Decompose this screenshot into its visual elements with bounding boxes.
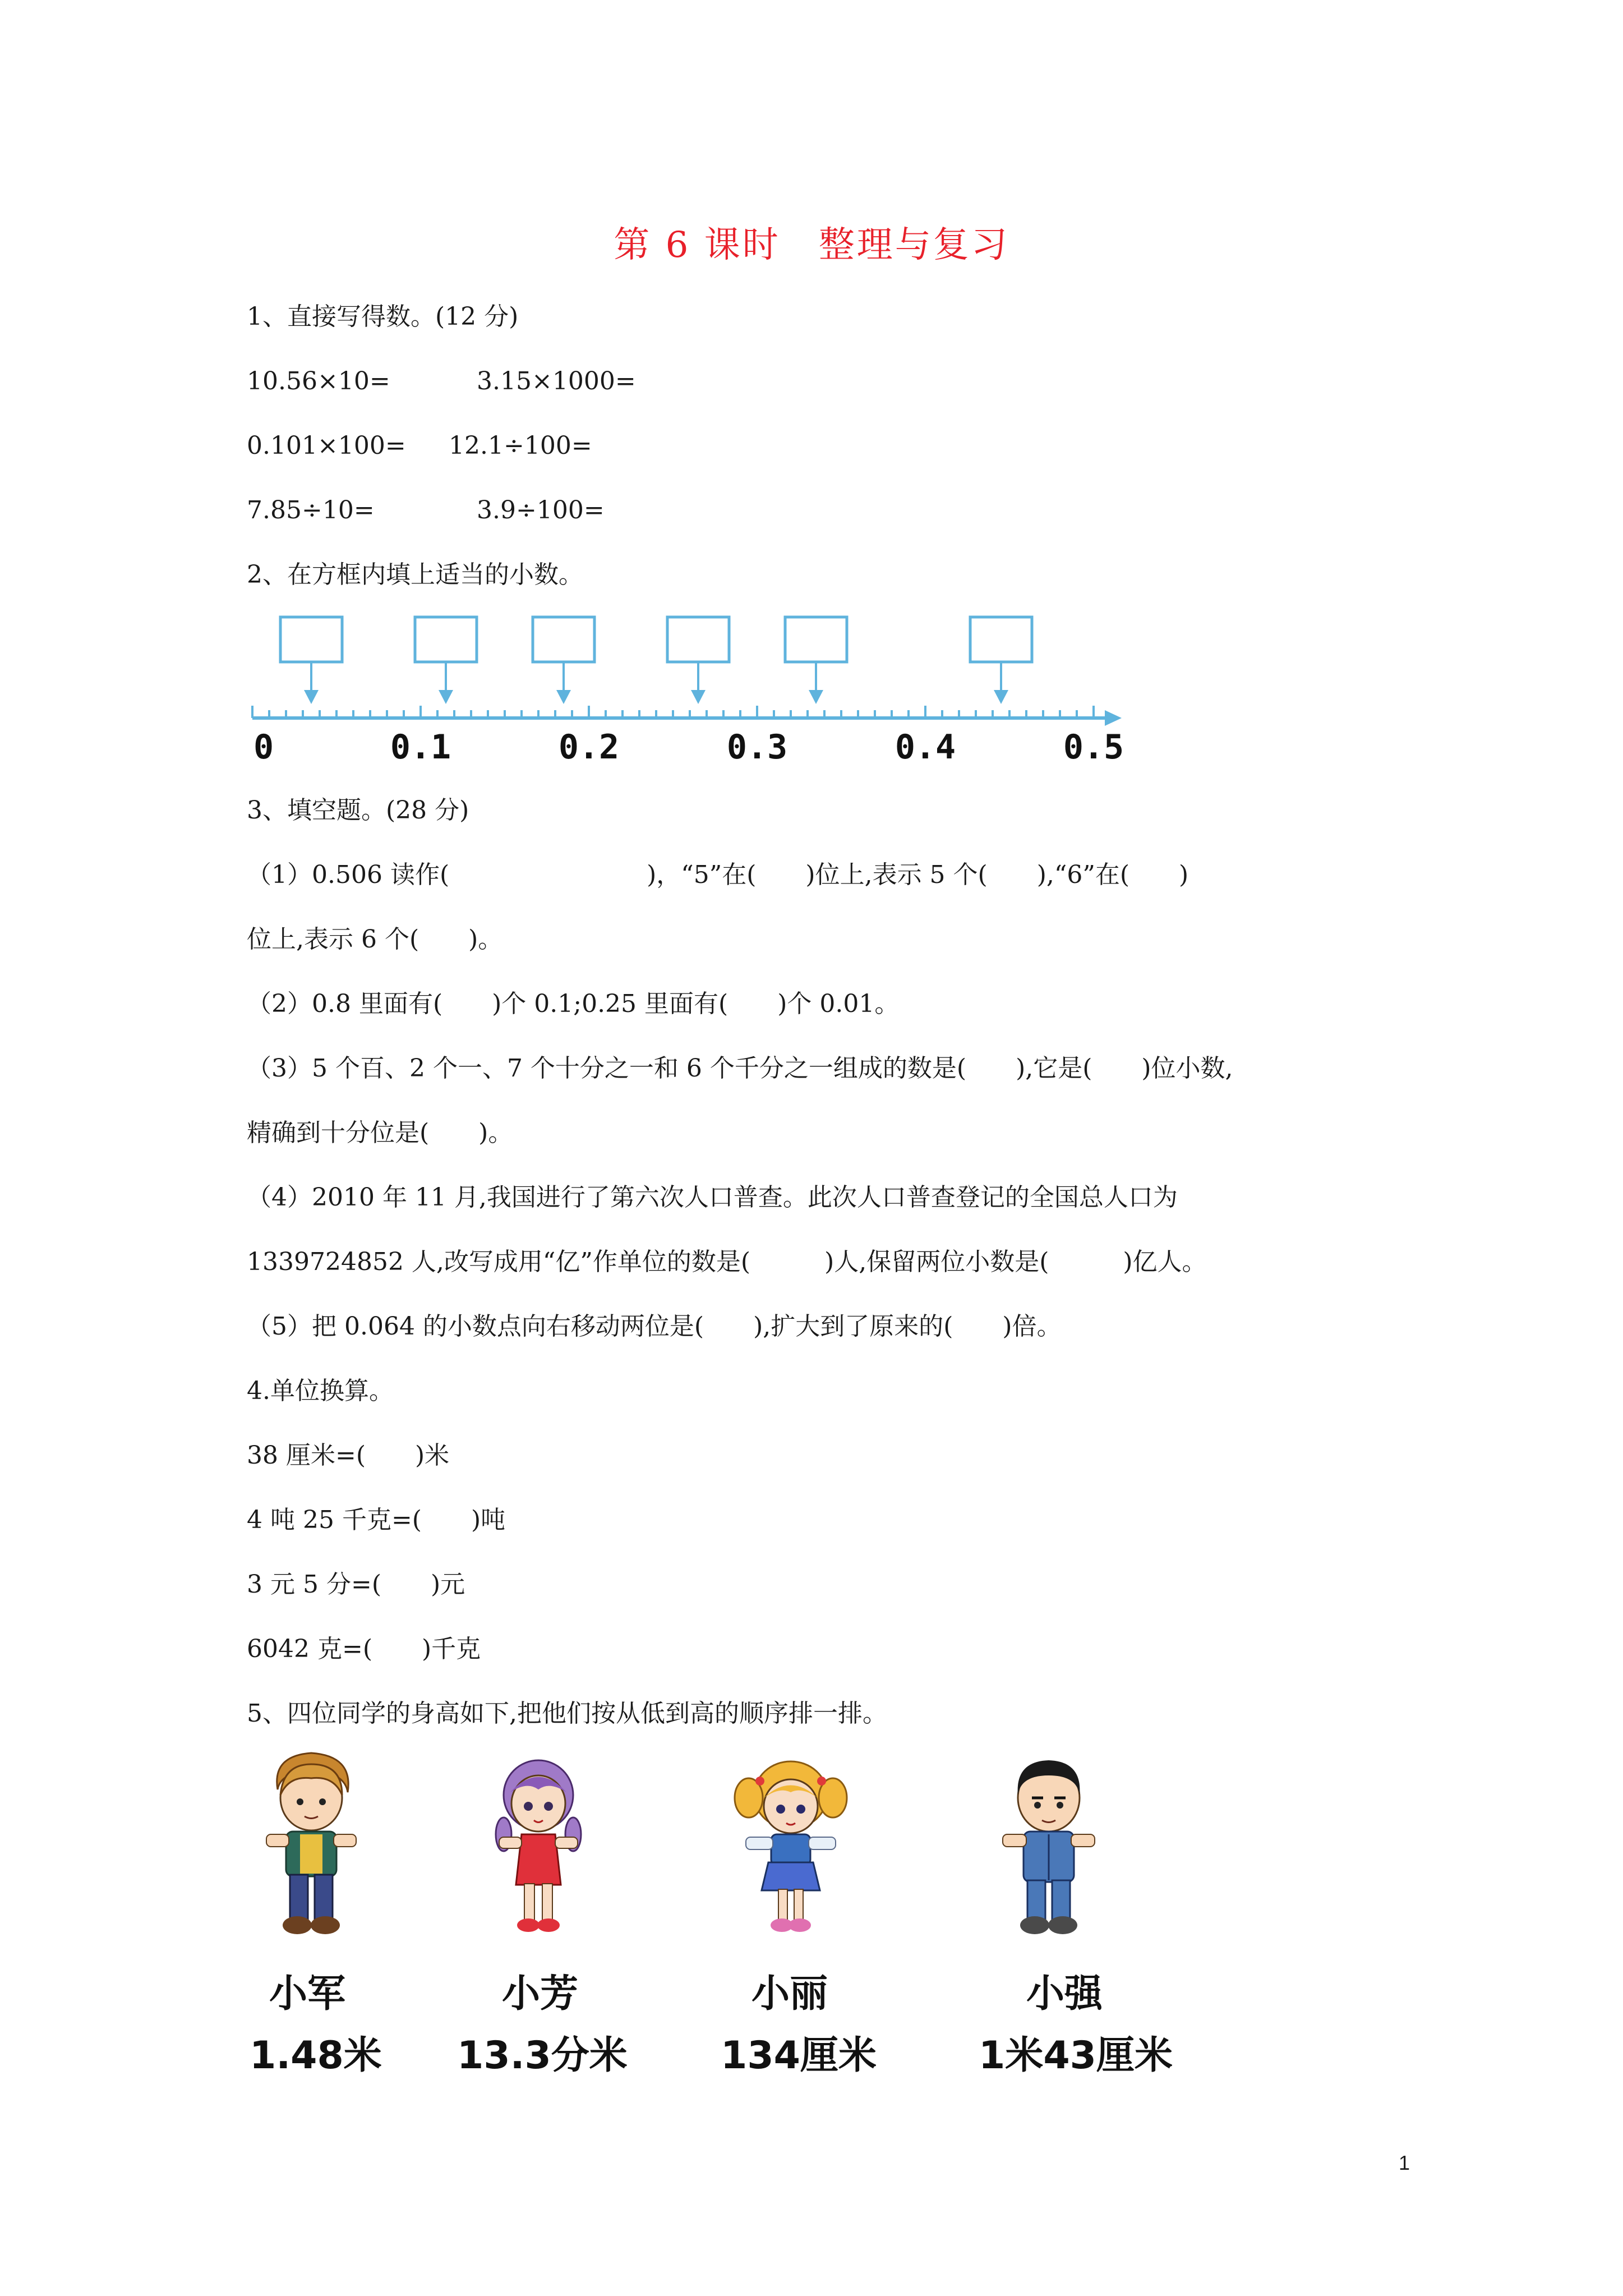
answer-box [415,617,477,704]
number-line-label: 0 [253,728,274,767]
q4-line: 6042 克=( )千克 [247,1635,481,1663]
q4-heading: 4.单位换算。 [247,1377,394,1405]
answer-box [785,617,847,704]
number-line-label: 0.1 [390,728,451,767]
q1-item: 7.85÷10= [247,496,375,524]
answer-box [970,617,1032,704]
kid-height: 13.3分米 [457,2033,628,2078]
q3-line: 位上,表示 6 个( )。 [247,925,503,954]
kid-name: 小军 [269,1972,346,2016]
girl-xiaofang-illustration [482,1750,594,1947]
page-title: 第 6 课时 整理与复习 [614,224,1009,266]
q1-item: 0.101×100= [247,431,406,460]
number-line-label: 0.4 [895,728,956,767]
girl-xiaoli-illustration [729,1750,852,1947]
answer-box [667,617,729,704]
page-number: 1 [1398,2151,1410,2174]
q4-line: 38 厘米=( )米 [247,1441,450,1470]
q4-line: 4 吨 25 千克=( )吨 [247,1506,506,1534]
number-line-arrowhead [1105,710,1122,726]
q3-line: （5）把 0.064 的小数点向右移动两位是( ),扩大到了原来的( )倍。 [247,1312,1062,1341]
q1-item: 3.15×1000= [477,367,636,395]
q3-heading: 3、填空题。(28 分) [247,796,469,825]
q2-heading: 2、在方框内填上适当的小数。 [247,560,583,589]
q3-line: （1）0.506 读作( )，“5”在( )位上,表示 5 个( ),“6”在( ) [247,861,1189,889]
kid-name: 小丽 [751,1972,828,2016]
answer-box [533,617,594,704]
q5-heading: 5、四位同学的身高如下,把他们按从低到高的顺序排一排。 [247,1699,887,1728]
kid-name: 小芳 [502,1972,579,2016]
boy-xiaoqiang-illustration [993,1750,1105,1947]
number-line [241,611,1138,774]
q3-line: （4）2010 年 11 月,我国进行了第六次人口普查。此次人口普查登记的全国总人口为 [247,1183,1178,1212]
q3-line: 1339724852 人,改写成用“亿”作单位的数是( )人,保留两位小数是( )亿人。 [247,1248,1207,1276]
q3-line: （2）0.8 里面有( )个 0.1;0.25 里面有( )个 0.01。 [247,990,900,1018]
answer-box [280,617,342,704]
q1-item: 12.1÷100= [449,431,592,460]
kid-height: 1.48米 [250,2033,382,2078]
boy-xiaojun-illustration [255,1750,367,1947]
q3-line: （3）5 个百、2 个一、7 个十分之一和 6 个千分之一组成的数是( ),它是( )位小数, [247,1054,1233,1083]
number-line-label: 0.3 [726,728,788,767]
q4-line: 3 元 5 分=( )元 [247,1570,465,1599]
kid-height: 1米43厘米 [979,2033,1173,2078]
q1-item: 3.9÷100= [477,496,605,524]
q1-heading: 1、直接写得数。(12 分) [247,302,519,331]
number-line-label: 0.2 [558,728,620,767]
q1-item: 10.56×10= [247,367,390,395]
q3-line: 精确到十分位是( )。 [247,1119,513,1147]
number-line-label: 0.5 [1063,728,1124,767]
kid-name: 小强 [1026,1972,1103,2016]
kid-height: 134厘米 [721,2033,877,2078]
